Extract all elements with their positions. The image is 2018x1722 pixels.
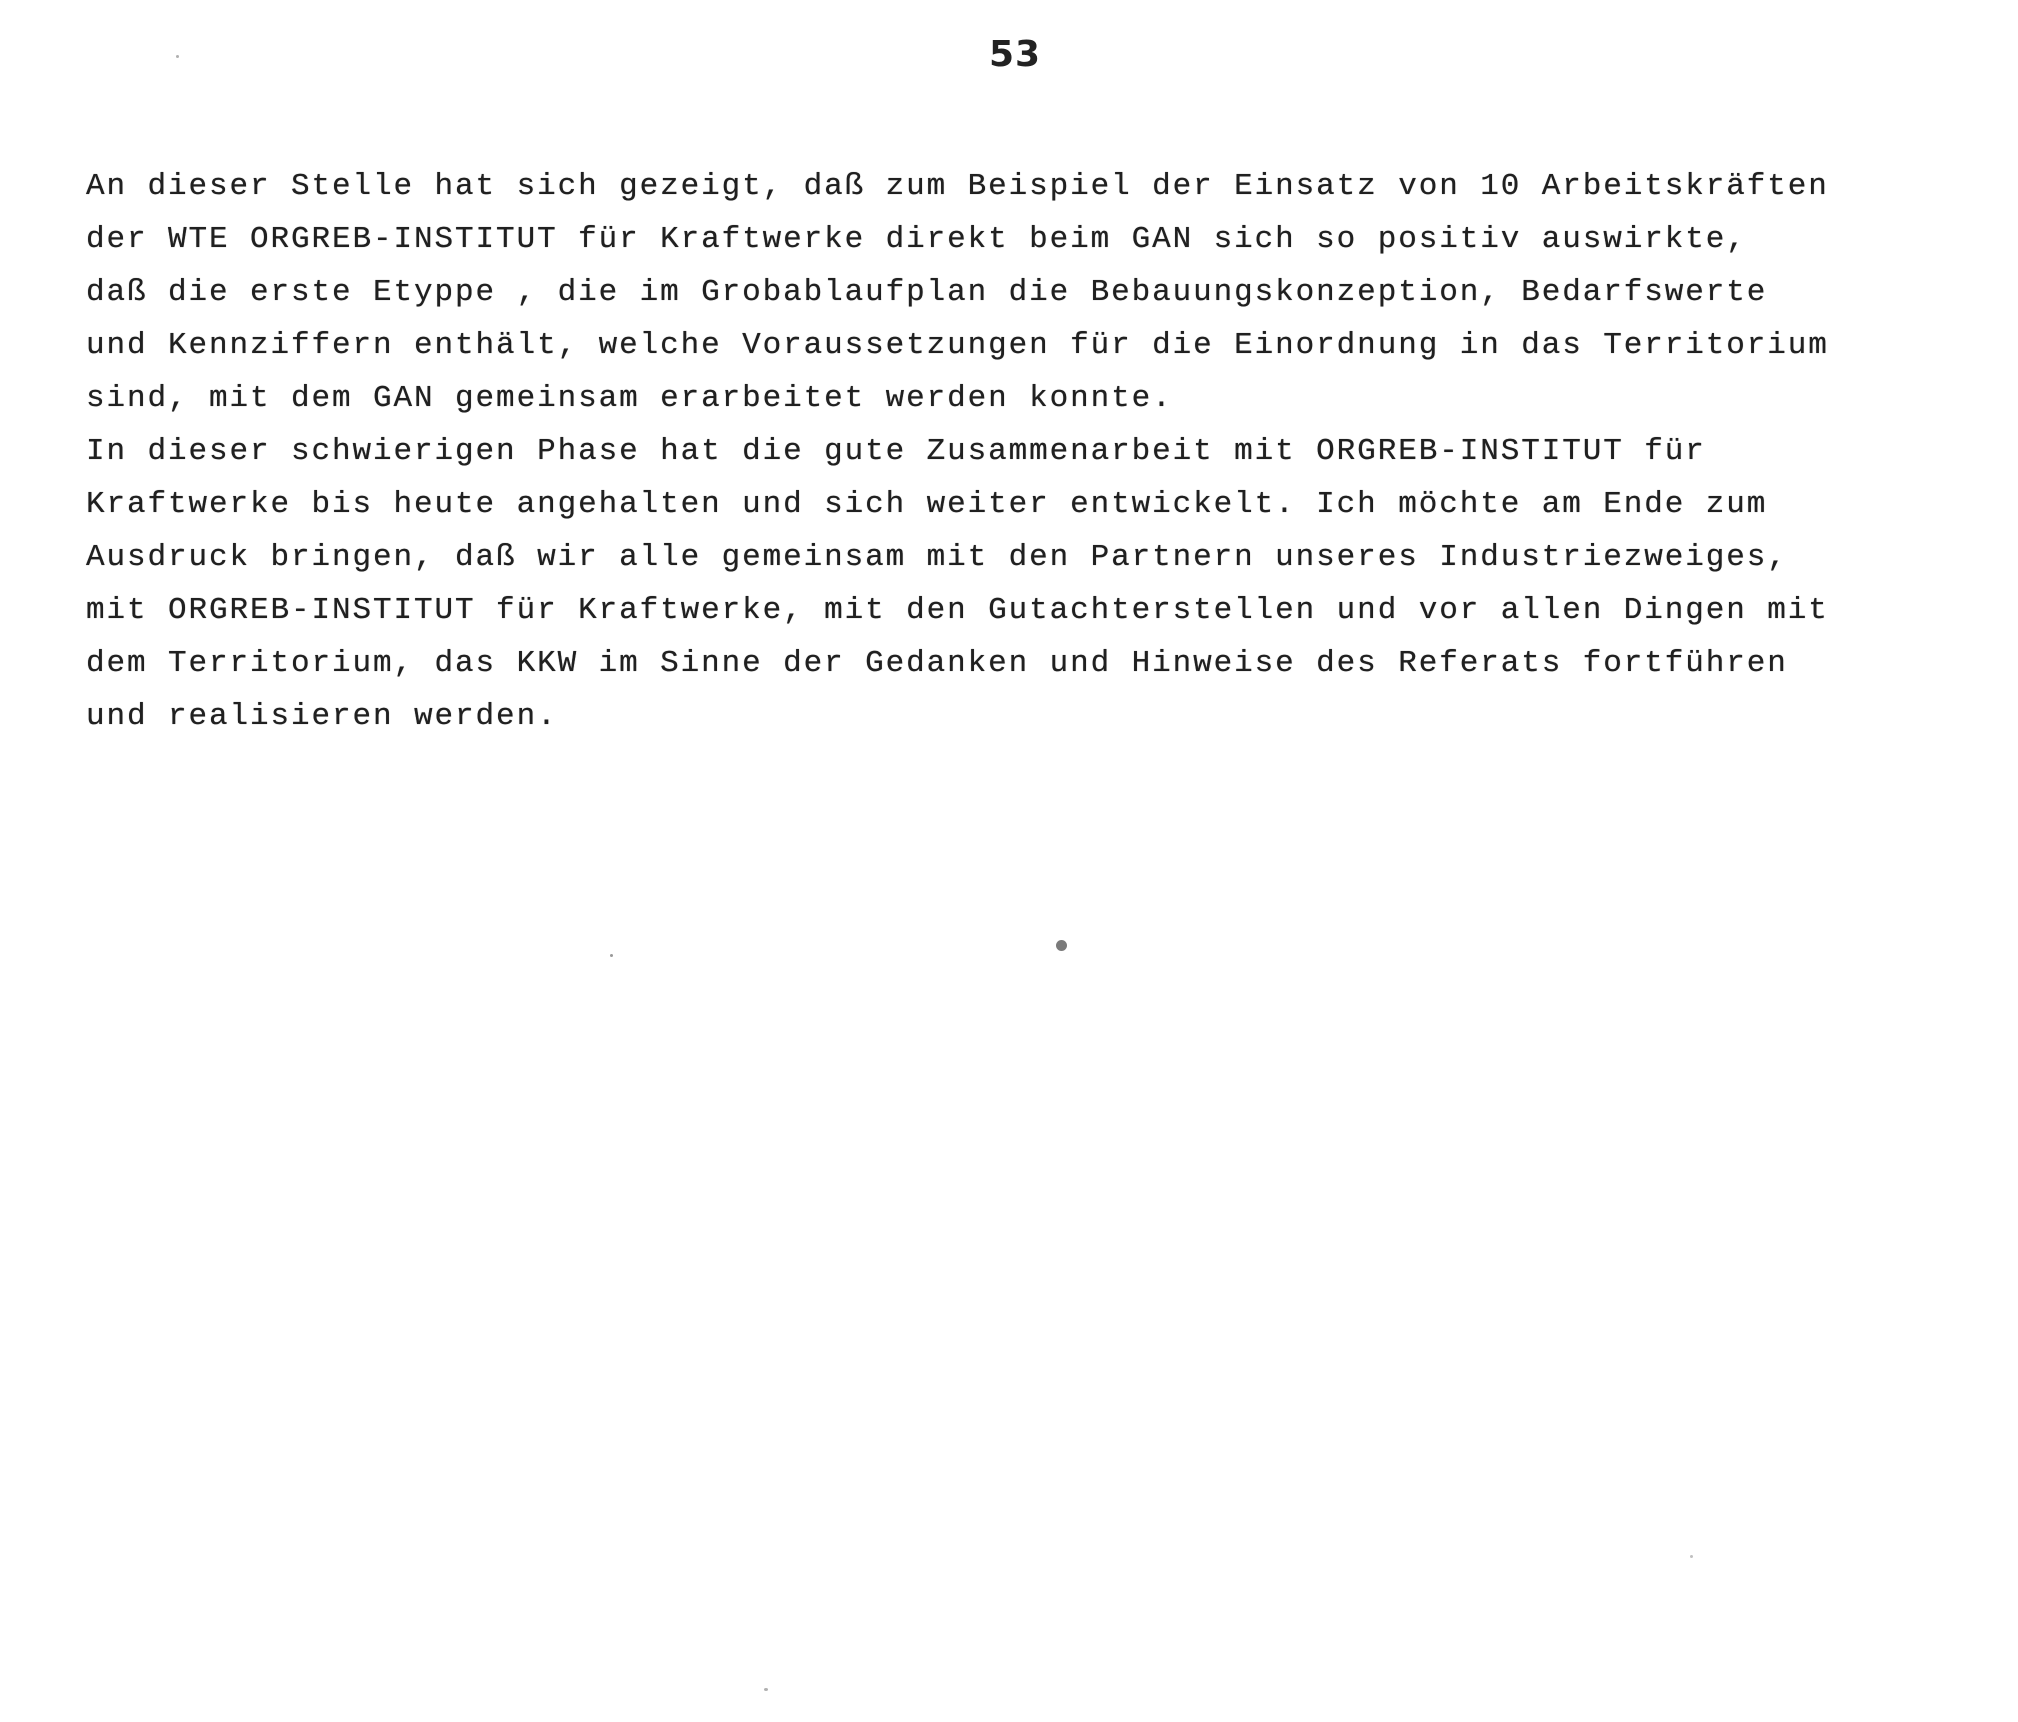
ink-speck (610, 954, 613, 957)
text-line: und Kennziffern enthält, welche Voraussetzungen für die Einordnung in das Territorium (86, 328, 1829, 363)
text-line: Kraftwerke bis heute angehalten und sich weiter entwickelt. Ich möchte am Ende zum (86, 487, 1768, 522)
text-line: und realisieren werden. (86, 699, 558, 734)
ink-speck (764, 1688, 768, 1691)
text-line: der WTE ORGREB-INSTITUT für Kraftwerke direkt beim GAN sich so positiv auswirkte, (86, 222, 1747, 257)
text-line: mit ORGREB-INSTITUT für Kraftwerke, mit den Gutachterstellen und vor allen Dingen mit (86, 593, 1829, 628)
ink-speck (1056, 940, 1067, 951)
text-line: daß die erste Etyppe , die im Grobablaufplan die Bebauungskonzeption, Bedarfswerte (86, 275, 1768, 310)
ink-speck (176, 55, 179, 58)
text-line: Ausdruck bringen, daß wir alle gemeinsam mit den Partnern unseres Industriezweiges, (86, 540, 1788, 575)
text-line: dem Territorium, das KKW im Sinne der Gedanken und Hinweise des Referats fortführen (86, 646, 1788, 681)
page-number: 53 (988, 34, 1042, 75)
text-line: sind, mit dem GAN gemeinsam erarbeitet werden konnte. (86, 381, 1173, 416)
text-line: An dieser Stelle hat sich gezeigt, daß zum Beispiel der Einsatz von 10 Arbeitskräften (86, 169, 1829, 204)
ink-speck (1690, 1555, 1693, 1558)
body-text (86, 160, 1986, 743)
text-line: In dieser schwierigen Phase hat die gute Zusammenarbeit mit ORGREB-INSTITUT für (86, 434, 1706, 469)
